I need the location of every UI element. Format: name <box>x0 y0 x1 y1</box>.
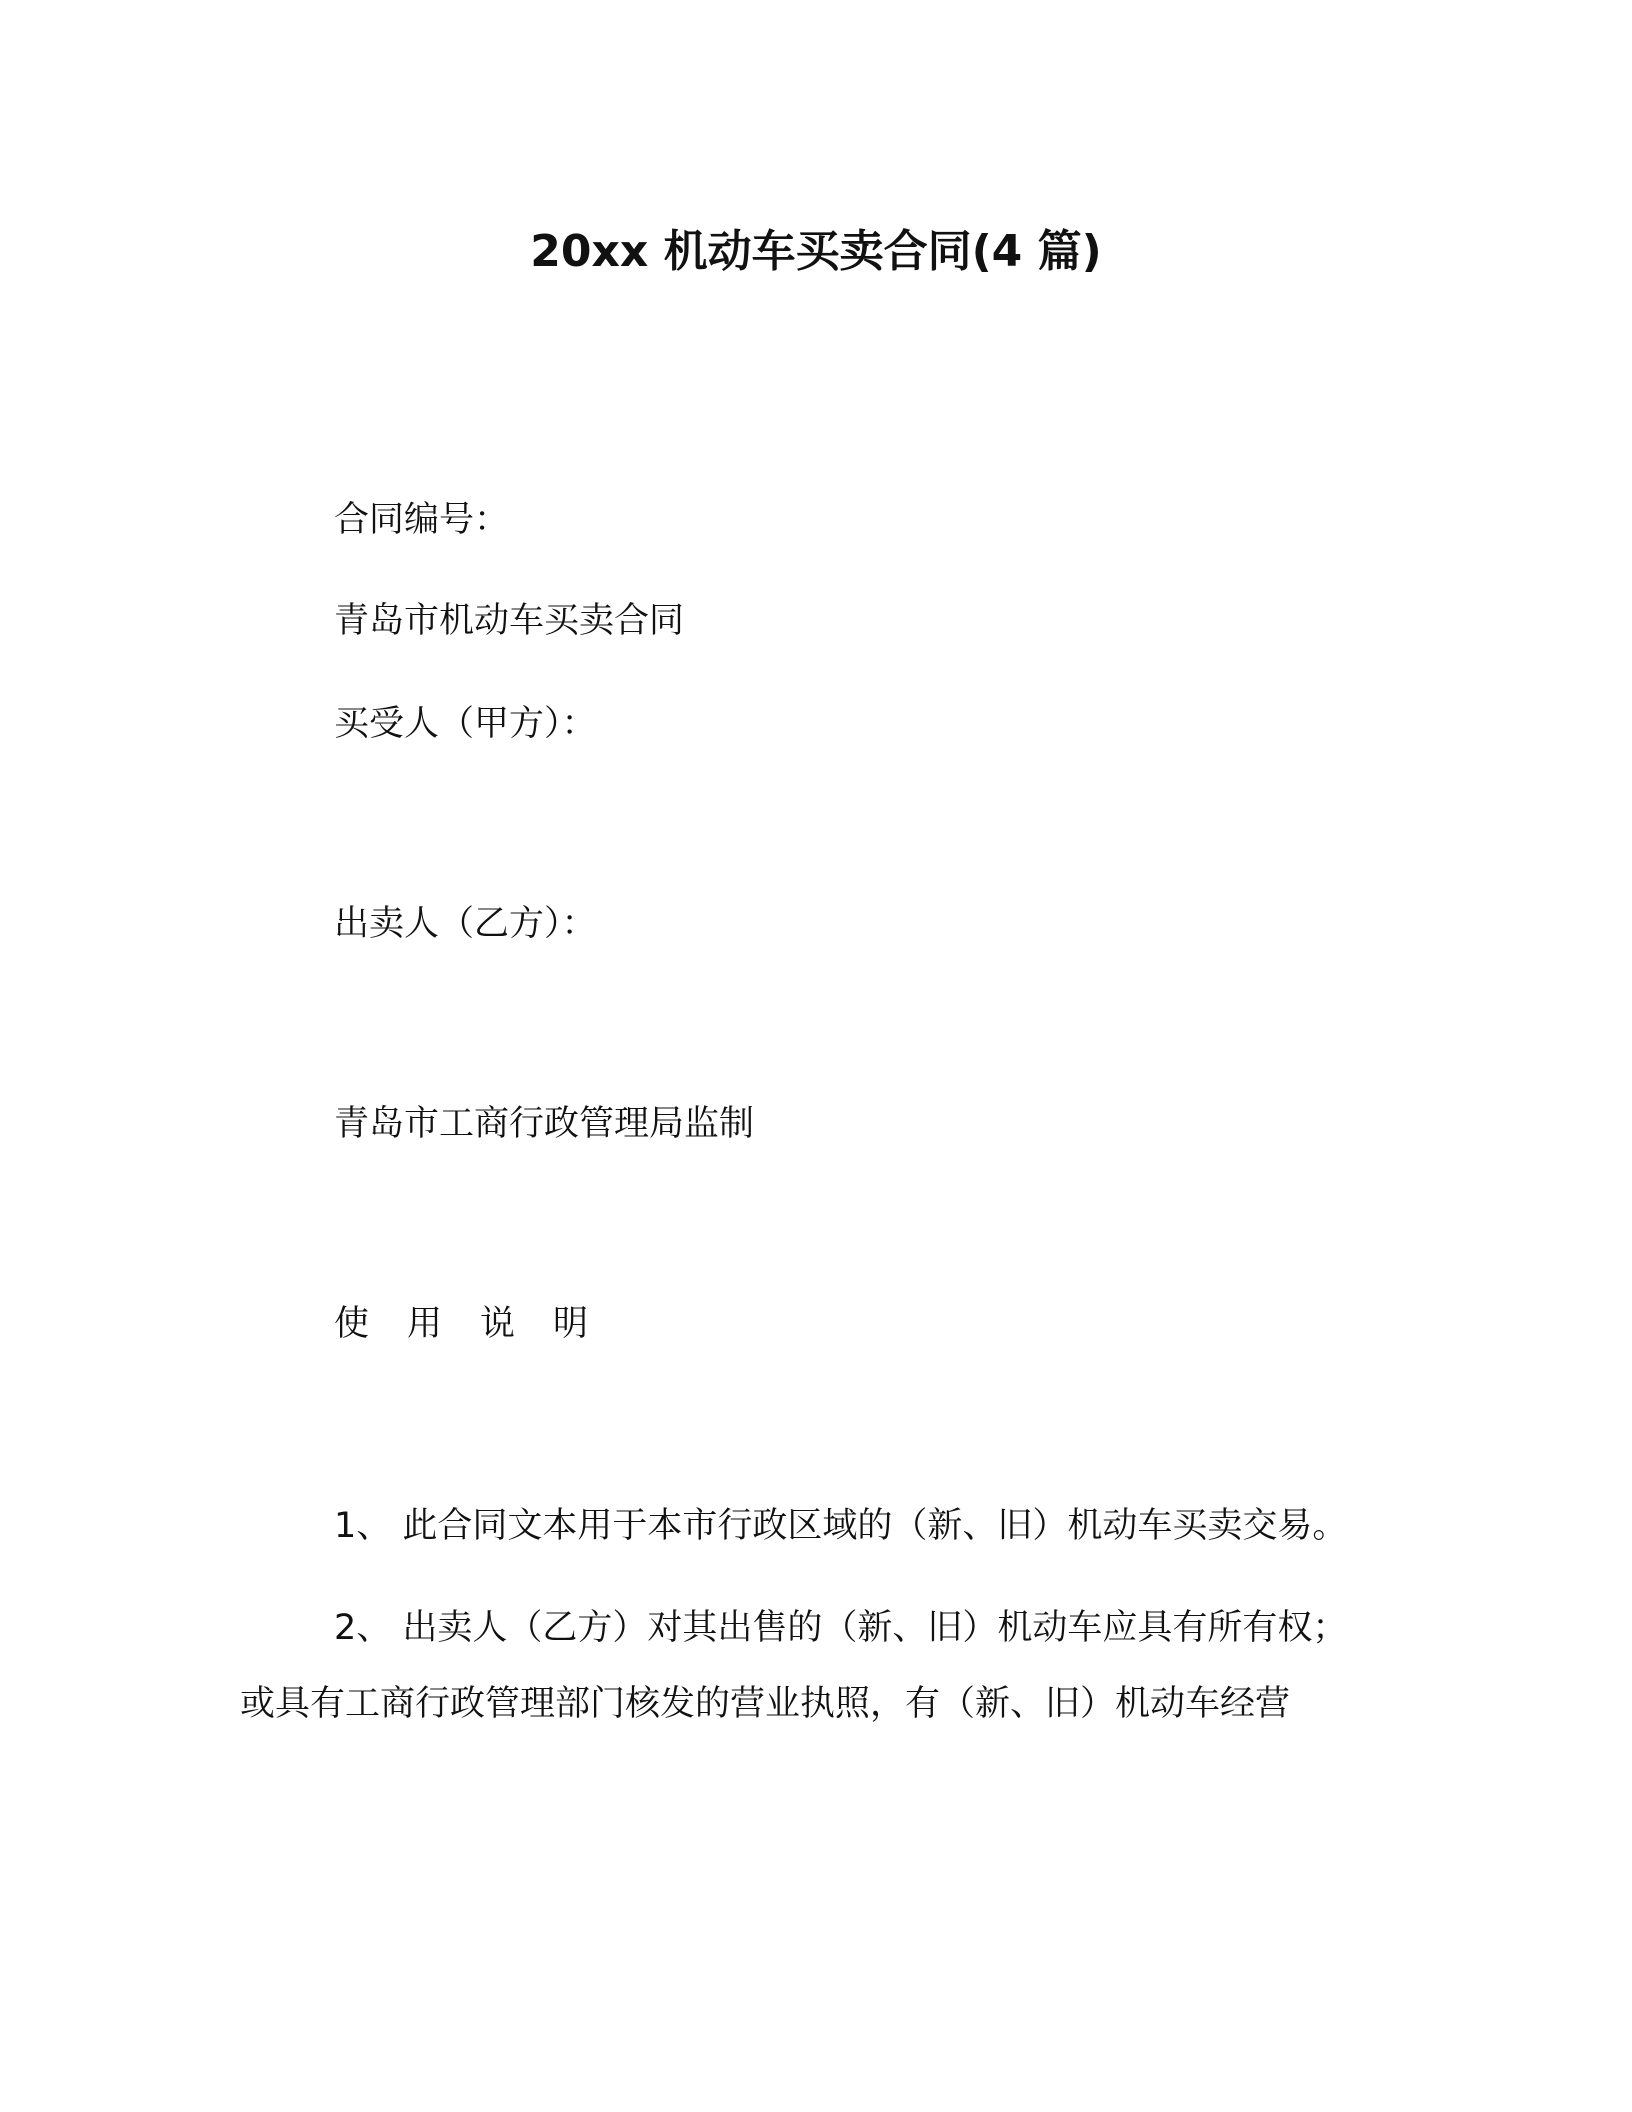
document-title: 20xx 机动车买卖合同(4 篇) <box>530 226 1102 277</box>
contract-name: 青岛市机动车买卖合同 <box>334 601 685 641</box>
supervisor-text: 青岛市工商行政管理局监制 <box>334 1104 755 1144</box>
contract-number-label: 合同编号： <box>334 500 510 540</box>
instructions-heading: 使用说明 <box>334 1304 627 1344</box>
seller-label: 出卖人（乙方）： <box>334 904 597 944</box>
instruction-item-2-line-1: 2、 出卖人（乙方）对其出售的（新、旧）机动车应具有所有权； <box>334 1608 1348 1648</box>
instruction-item-2-line-2: 或具有工商行政管理部门核发的营业执照，有（新、旧）机动车经营 <box>240 1684 1291 1724</box>
instruction-item-1: 1、 此合同文本用于本市行政区域的（新、旧）机动车买卖交易。 <box>334 1506 1348 1546</box>
buyer-label: 买受人（甲方）： <box>334 704 597 744</box>
